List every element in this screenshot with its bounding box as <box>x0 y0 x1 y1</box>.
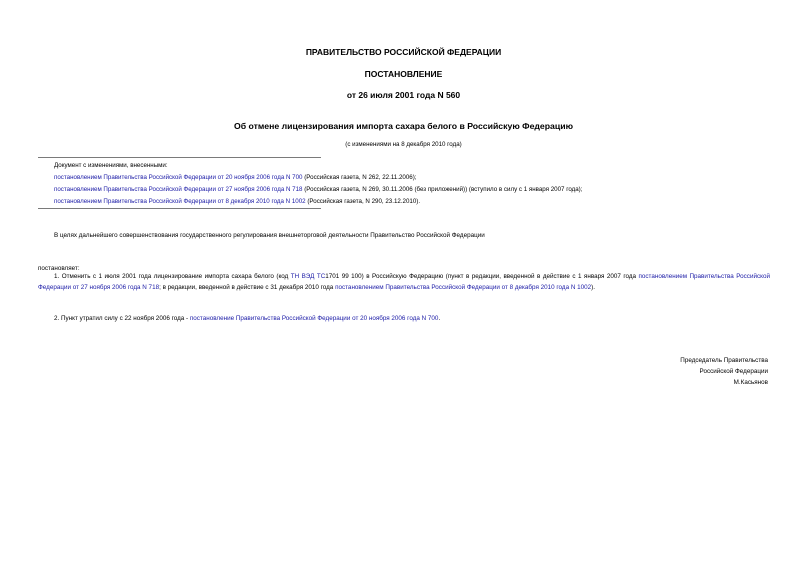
changes-bottom-divider <box>38 208 321 209</box>
document-title: Об отмене лицензирования импорта сахара белого в Российскую Федерацию <box>234 121 573 131</box>
change-text-2: (Российская газета, N 269, 30.11.2006 (без приложений)) (вступило в силу с 1 января 2007 года); <box>302 186 583 193</box>
changes-top-divider <box>38 157 321 158</box>
amendments-note: (с изменениями на 8 декабря 2010 года) <box>345 141 462 148</box>
government-heading: ПРАВИТЕЛЬСТВО РОССИЙСКОЙ ФЕДЕРАЦИИ <box>305 47 502 57</box>
item-1-text-c: ; в редакции, введенной в действие с 31 декабря 2010 года <box>159 283 336 291</box>
change-item-2 <box>54 184 774 196</box>
item-1-text-d: ). <box>591 283 595 291</box>
change-item-3 <box>54 196 774 208</box>
changes-block <box>54 160 774 208</box>
item-1-link-718[interactable]: постановлением Правительства Российской Федерации от 27 ноября 2006 года N 718 <box>38 273 770 291</box>
document-type-heading: ПОСТАНОВЛЕНИЕ <box>364 69 443 79</box>
signature-position: Председатель Правительства <box>680 357 768 364</box>
tn-ved-link[interactable]: ТН ВЭД ТС <box>290 273 326 280</box>
change-text-1: (Российская газета, N 262, 22.11.2006); <box>302 174 417 181</box>
item-2-text-a: 2. Пункт утратил силу с 22 ноября 2006 года - <box>54 315 190 322</box>
item-2-paragraph <box>54 314 440 325</box>
change-link-2[interactable]: постановлением Правительства Российской Федерации от 27 ноября 2006 года N 718 <box>54 186 303 193</box>
item-2-text-b: . <box>438 315 441 322</box>
item-1-text-a: 1. Отменить с 1 июля 2001 года лицензирование импорта сахара белого (код <box>54 273 291 280</box>
change-text-3: (Российская газета, N 290, 23.12.2010). <box>305 198 421 205</box>
signature-name: М.Касьянов <box>733 379 768 386</box>
change-link-3[interactable]: постановлением Правительства Российской Федерации от 8 декабря 2010 года N 1002 <box>54 198 306 205</box>
item-1-text-b: 1701 99 100) в Российскую Федерацию (пункт в редакции, введенной в действие с 1 января 2007 года <box>325 273 639 280</box>
signature-country: Российской Федерации <box>699 368 768 375</box>
document-date-number: от 26 июля 2001 года N 560 <box>346 90 461 100</box>
change-link-1[interactable]: постановлением Правительства Российской Федерации от 20 ноября 2006 года N 700 <box>54 174 303 181</box>
changes-intro: Документ с изменениями, внесенными: <box>54 162 168 169</box>
preamble-paragraph: В целях дальнейшего совершенствования государственного регулирования внешнеторговой деятельности Правительство Российской Федерации <box>54 232 485 239</box>
signature-block <box>680 355 768 388</box>
item-2-link-700[interactable]: постановление Правительства Российской Федерации от 20 ноября 2006 года N 700 <box>189 315 439 322</box>
change-item-1 <box>54 172 774 184</box>
decree-word: постановляет: <box>38 265 80 272</box>
item-1-link-1002[interactable]: постановлением Правительства Российской Федерации от 8 декабря 2010 года N 1002 <box>335 283 592 291</box>
item-1-paragraph <box>38 272 770 293</box>
